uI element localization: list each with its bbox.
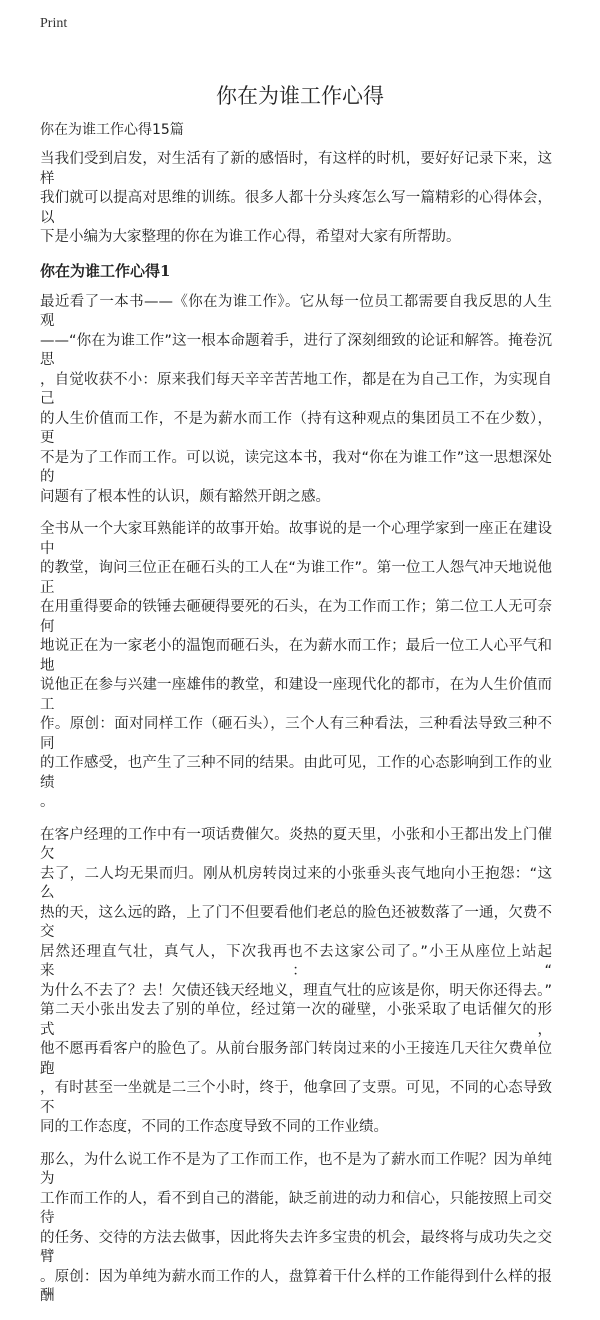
text-line: 最近看了一本书——《你在为谁工作》。它从每一位员工都需要自我反思的人生观 bbox=[40, 293, 552, 329]
text-line: 作。原创：面对同样工作（砸石头），三个人有三种看法，三种看法导致三种不同 bbox=[40, 716, 552, 752]
text-line: 。 bbox=[40, 794, 55, 810]
text-line: ，自觉收获不小：原来我们每天辛辛苦苦地工作，都是在为自己工作，为实现自己 bbox=[40, 371, 552, 407]
text-line: 下是小编为大家整理的你在为谁工作心得，希望对大家有所帮助。 bbox=[40, 229, 461, 245]
document-title: 你在为谁工作心得 bbox=[216, 84, 384, 108]
text-line: 问题有了根本性的认识，颇有豁然开朗之感。 bbox=[40, 488, 330, 505]
paragraph bbox=[40, 826, 552, 1138]
text-line: 居然还理直气壮，真气人，下次我再也不去这家公司了。”小王从座位上站起来：“ bbox=[40, 943, 552, 979]
text-line: 在用重得要命的铁锤去砸硬得要死的石头，在为工作而工作；第二位工人无可奈何 bbox=[40, 599, 552, 635]
text-line: 去了，二人均无果而归。刚从机房转岗过来的小张垂头丧气地向小王抱怨：“这么 bbox=[40, 865, 552, 901]
text-line: 第二天小张出发去了别的单位，经过第一次的碰壁，小张采取了电话催欠的形式， bbox=[40, 1002, 552, 1038]
text-line: 的任务、交待的方法去做事，因此将失去许多宝贵的机会，最终将与成功失之交臂 bbox=[40, 1229, 552, 1265]
text-line: 热的天，这么远的路，上了门不但要看他们老总的脸色还被数落了一通，欠费不交 bbox=[40, 904, 552, 940]
text-line: 在客户经理的工作中有一项话费催欠。炎热的夏天里，小张和小王都出发上门催欠 bbox=[40, 826, 552, 862]
text-line: 他不愿再看客户的脸色了。从前台服务部门转岗过来的小王接连几天往欠费单位跑 bbox=[40, 1041, 552, 1077]
print-link[interactable]: Print bbox=[40, 16, 68, 31]
document-subtitle: 你在为谁工作心得15篇 bbox=[40, 122, 184, 138]
text-line: 我们就可以提高对思维的训练。很多人都十分头疼怎么写一篇精彩的心得体会，以 bbox=[40, 190, 552, 226]
text-line: 。原创：因为单纯为薪水而工作的人，盘算着干什么样的工作能得到什么样的报酬 bbox=[40, 1268, 552, 1304]
section-heading: 你在为谁工作心得1 bbox=[40, 261, 171, 280]
text-line: 为什么不去了？去！欠债还钱天经地义，理直气壮的应该是你，明天你还得去。” bbox=[40, 982, 552, 999]
text-line: 的人生价值而工作，不是为薪水而工作（持有这种观点的集团员工不在少数），更 bbox=[40, 410, 552, 446]
text-line: 当我们受到启发，对生活有了新的感悟时，有这样的时机，要好好记录下来，这样 bbox=[40, 151, 552, 187]
text-line: 那么，为什么说工作不是为了工作而工作，也不是为了薪水而工作呢？因为单纯为 bbox=[40, 1151, 552, 1187]
text-line: 说他正在参与兴建一座雄伟的教堂，和建设一座现代化的都市，在为人生价值而工 bbox=[40, 677, 552, 713]
paragraph bbox=[40, 293, 552, 508]
text-line: ，有时甚至一坐就是二三个小时，终于，他拿回了支票。可见，不同的心态导致不 bbox=[40, 1080, 552, 1116]
text-line: 全书从一个大家耳熟能详的故事开始。故事说的是一个心理学家到一座正在建设中 bbox=[40, 521, 552, 557]
text-line: 的教堂，询问三位正在砸石头的工人在“为谁工作”。第一位工人怨气冲天地说他正 bbox=[40, 560, 552, 596]
document-body bbox=[40, 150, 552, 1320]
text-line: 的工作感受，也产生了三种不同的结果。由此可见，工作的心态影响到工作的业绩 bbox=[40, 755, 552, 791]
text-line: 地说正在为一家老小的温饱而砸石头，在为薪水而工作；最后一位工人心平气和地 bbox=[40, 638, 552, 674]
text-line: 同的工作态度，不同的工作态度导致不同的工作业绩。 bbox=[40, 1119, 388, 1135]
text-line: ——“你在为谁工作”这一根本命题着手，进行了深刻细致的论证和解答。掩卷沉思 bbox=[40, 332, 552, 368]
text-line: 不是为了工作而工作。可以说，读完这本书，我对“你在为谁工作”这一思想深处的 bbox=[40, 449, 552, 485]
text-line: 工作而工作的人，看不到自己的潜能，缺乏前进的动力和信心，只能按照上司交待 bbox=[40, 1190, 552, 1226]
paragraph bbox=[40, 1151, 552, 1307]
paragraph bbox=[40, 520, 552, 813]
paragraph-intro bbox=[40, 150, 552, 248]
